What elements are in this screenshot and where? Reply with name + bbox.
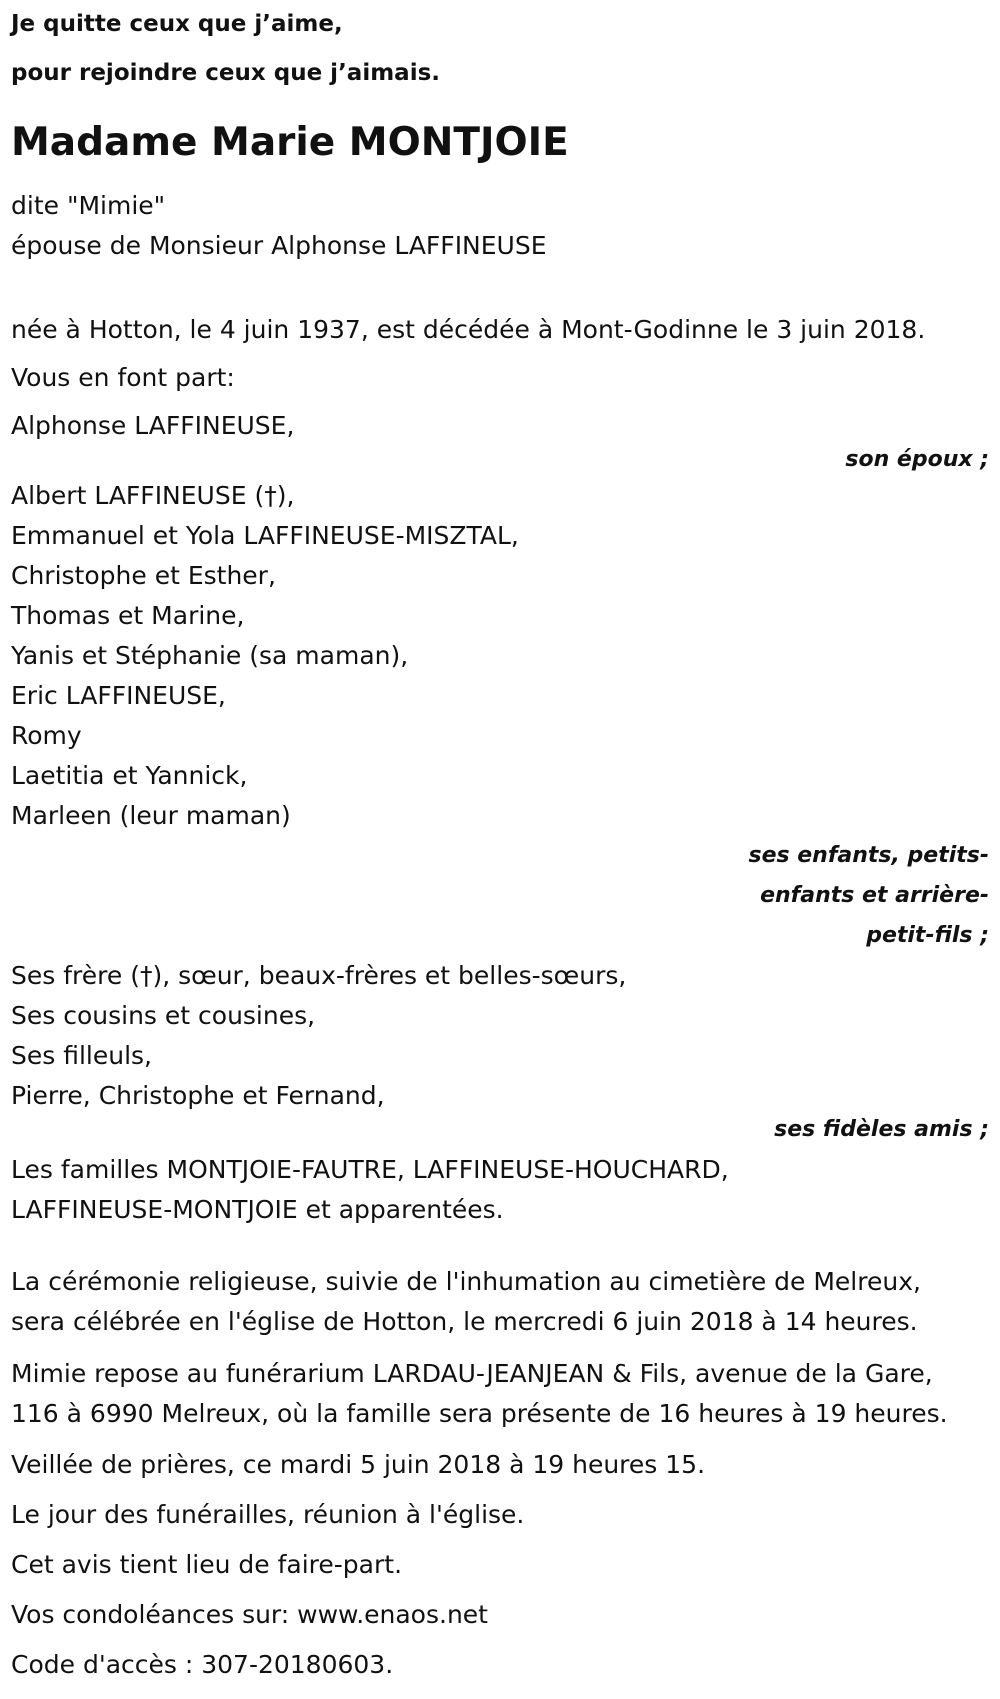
name-line: Marleen (leur maman) bbox=[11, 801, 291, 830]
nickname: dite "Mimie" bbox=[11, 191, 166, 220]
spouse-info: épouse de Monsieur Alphonse LAFFINEUSE bbox=[11, 231, 547, 260]
role-line: enfants et arrière- bbox=[760, 883, 989, 908]
name-line: Ses filleuls, bbox=[11, 1041, 153, 1070]
role-label bbox=[739, 836, 989, 956]
name-line: Alphonse LAFFINEUSE, bbox=[11, 411, 295, 440]
group-spouse bbox=[11, 406, 989, 480]
role-label: son époux ; bbox=[845, 447, 989, 472]
repose-line-1: Mimie repose au funérarium LARDAU-JEANJEAN & Fils, avenue de la Gare, bbox=[11, 1359, 933, 1388]
role-line: ses enfants, petits- bbox=[748, 843, 989, 868]
name-line: Yanis et Stéphanie (sa maman), bbox=[11, 641, 409, 670]
funeral-day-text: Le jour des funérailles, réunion à l'église. bbox=[11, 1500, 525, 1529]
name-line: Christophe et Esther, bbox=[11, 561, 276, 590]
epigraph bbox=[11, 0, 989, 98]
epigraph-line-1: Je quitte ceux que j’aime, bbox=[11, 11, 343, 37]
name-line: Romy bbox=[11, 721, 82, 750]
access-code-text: Code d'accès : 307-20180603. bbox=[11, 1650, 394, 1679]
birth-death-info: née à Hotton, le 4 juin 1937, est décédée à Mont-Godinne le 3 juin 2018. bbox=[11, 315, 926, 344]
group-families bbox=[11, 1150, 989, 1230]
name-line: Laetitia et Yannick, bbox=[11, 761, 248, 790]
repose-paragraph bbox=[11, 1354, 989, 1434]
repose-line-2: 116 à 6990 Melreux, où la famille sera présente de 16 heures à 19 heures. bbox=[11, 1399, 948, 1428]
notice-text: Cet avis tient lieu de faire-part. bbox=[11, 1550, 403, 1579]
group-friends bbox=[11, 956, 989, 1150]
name-line: Albert LAFFINEUSE (†), bbox=[11, 481, 295, 510]
name-line: Emmanuel et Yola LAFFINEUSE-MISZTAL, bbox=[11, 521, 519, 550]
epigraph-line-2: pour rejoindre ceux que j’aimais. bbox=[11, 60, 441, 86]
role-line: petit-fils ; bbox=[866, 923, 989, 948]
condolences-text: Vos condoléances sur: www.enaos.net bbox=[11, 1600, 488, 1629]
ceremony-paragraph bbox=[11, 1262, 989, 1342]
announce-text: Vous en font part: bbox=[11, 363, 235, 392]
name-line: Eric LAFFINEUSE, bbox=[11, 681, 226, 710]
group-children bbox=[11, 476, 989, 956]
vigil-text: Veillée de prières, ce mardi 5 juin 2018 à 19 heures 15. bbox=[11, 1450, 706, 1479]
ceremony-line-2: sera célébrée en l'église de Hotton, le mercredi 6 juin 2018 à 14 heures. bbox=[11, 1307, 918, 1336]
families-line-1: Les familles MONTJOIE-FAUTRE, LAFFINEUSE-HOUCHARD, bbox=[11, 1155, 729, 1184]
name-line: Ses frère (†), sœur, beaux-frères et belles-sœurs, bbox=[11, 961, 627, 990]
name-line: Pierre, Christophe et Fernand, bbox=[11, 1081, 385, 1110]
intro bbox=[11, 186, 989, 350]
page-title: Madame Marie MONTJOIE bbox=[11, 120, 569, 165]
name-line: Ses cousins et cousines, bbox=[11, 1001, 316, 1030]
ceremony-line-1: La cérémonie religieuse, suivie de l'inhumation au cimetière de Melreux, bbox=[11, 1267, 921, 1296]
name-line: Thomas et Marine, bbox=[11, 601, 245, 630]
role-label: ses fidèles amis ; bbox=[774, 1117, 989, 1142]
families-line-2: LAFFINEUSE-MONTJOIE et apparentées. bbox=[11, 1195, 504, 1224]
